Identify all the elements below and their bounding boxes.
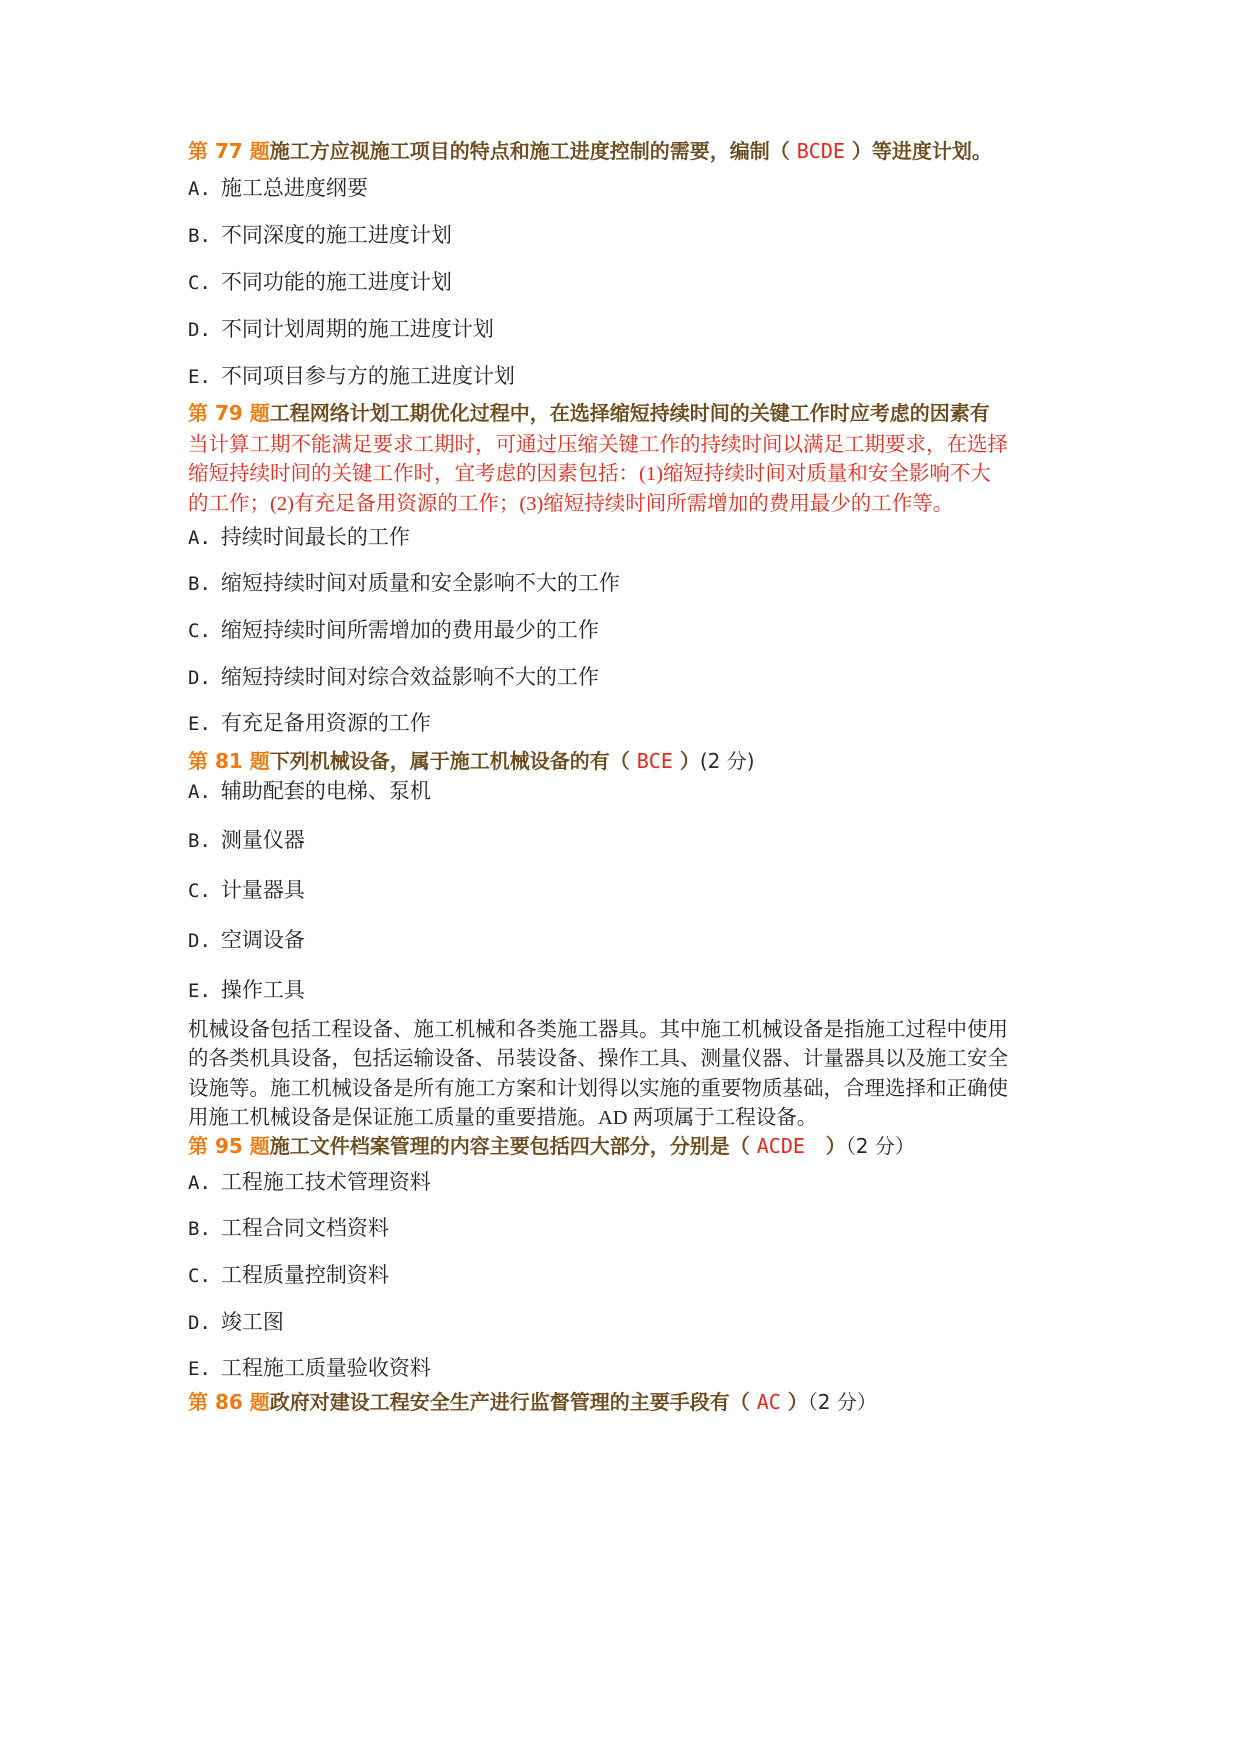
option-b: B. 测量仪器 [188,828,305,852]
option-c: C. 不同功能的施工进度计划 [188,270,452,294]
question-text: 施工文件档案管理的内容主要包括四大部分，分别是（ [269,1134,757,1158]
explanation-line: 设施等。施工机械设备是所有施工方案和计划得以实施的重要物质基础，合理选择和正确使 [188,1078,1008,1100]
option-b: B. 缩短持续时间对质量和安全影响不大的工作 [188,571,620,595]
explanation-line: 缩短持续时间的关键工作时，宜考虑的因素包括：(1)缩短持续时间对质量和安全影响不大 [188,463,991,485]
explanation-line: 机械设备包括工程设备、施工机械和各类施工器具。其中施工机械设备是指施工过程中使用 [188,1019,1008,1041]
question-number: 第 95 题 [188,1134,270,1158]
option-e: E. 工程施工质量验收资料 [188,1356,431,1380]
question-text: 政府对建设工程安全生产进行监督管理的主要手段有（ [269,1390,757,1414]
points-label: （2 分） [807,1390,877,1414]
question-number: 第 77 题 [188,139,270,163]
question-text-end: ） [672,749,700,773]
option-a: A. 工程施工技术管理资料 [188,1170,431,1194]
option-b: B. 工程合同文档资料 [188,1216,389,1240]
question-95-stem [188,1130,915,1159]
question-number: 第 86 题 [188,1390,270,1414]
question-text: 工程网络计划工期优化过程中，在选择缩短持续时间的关键工作时应考虑的因素有 [269,401,990,425]
explanation-line: 的工作；(2)有充足备用资源的工作；(3)缩短持续时间所需增加的费用最少的工作等。 [188,493,954,515]
question-79-stem [188,397,990,426]
question-77-stem [188,135,992,164]
points-label: (2 分) [699,749,755,773]
answer-key: AC [756,1390,781,1414]
answer-key: ACDE [756,1134,805,1158]
question-text-end: ） [780,1390,808,1414]
option-d: D. 缩短持续时间对综合效益影响不大的工作 [188,665,599,689]
option-d: D. 不同计划周期的施工进度计划 [188,317,494,341]
option-a: A. 辅助配套的电梯、泵机 [188,779,431,803]
question-number: 第 81 题 [188,749,270,773]
option-d: D. 空调设备 [188,928,305,952]
option-e: E. 不同项目参与方的施工进度计划 [188,364,515,388]
question-81-stem [188,745,755,774]
question-86-stem [188,1386,877,1415]
option-b: B. 不同深度的施工进度计划 [188,223,452,247]
explanation-line: 用施工机械设备是保证施工质量的重要措施。AD 两项属于工程设备。 [188,1107,818,1129]
option-c: C. 工程质量控制资料 [188,1263,389,1287]
question-text-end: ）等进度计划。 [844,139,992,163]
explanation-line: 的各类机具设备，包括运输设备、吊装设备、操作工具、测量仪器、计量器具以及施工安全 [188,1048,1008,1070]
option-c: C. 缩短持续时间所需增加的费用最少的工作 [188,618,599,642]
question-text: 下列机械设备，属于施工机械设备的有（ [269,749,637,773]
points-label: （2 分） [845,1134,915,1158]
question-number: 第 79 题 [188,401,270,425]
option-a: A. 持续时间最长的工作 [188,525,410,549]
option-d: D. 竣工图 [188,1310,284,1334]
explanation-line: 当计算工期不能满足要求工期时，可通过压缩关键工作的持续时间以满足工期要求，在选择 [188,434,1008,456]
option-c: C. 计量器具 [188,878,305,902]
option-e: E. 操作工具 [188,978,305,1002]
question-text-end: ） [804,1134,846,1158]
answer-key: BCDE [796,139,845,163]
question-text: 施工方应视施工项目的特点和施工进度控制的需要，编制（ [269,139,797,163]
option-a: A. 施工总进度纲要 [188,176,368,200]
answer-key: BCE [636,749,673,773]
option-e: E. 有充足备用资源的工作 [188,711,431,735]
